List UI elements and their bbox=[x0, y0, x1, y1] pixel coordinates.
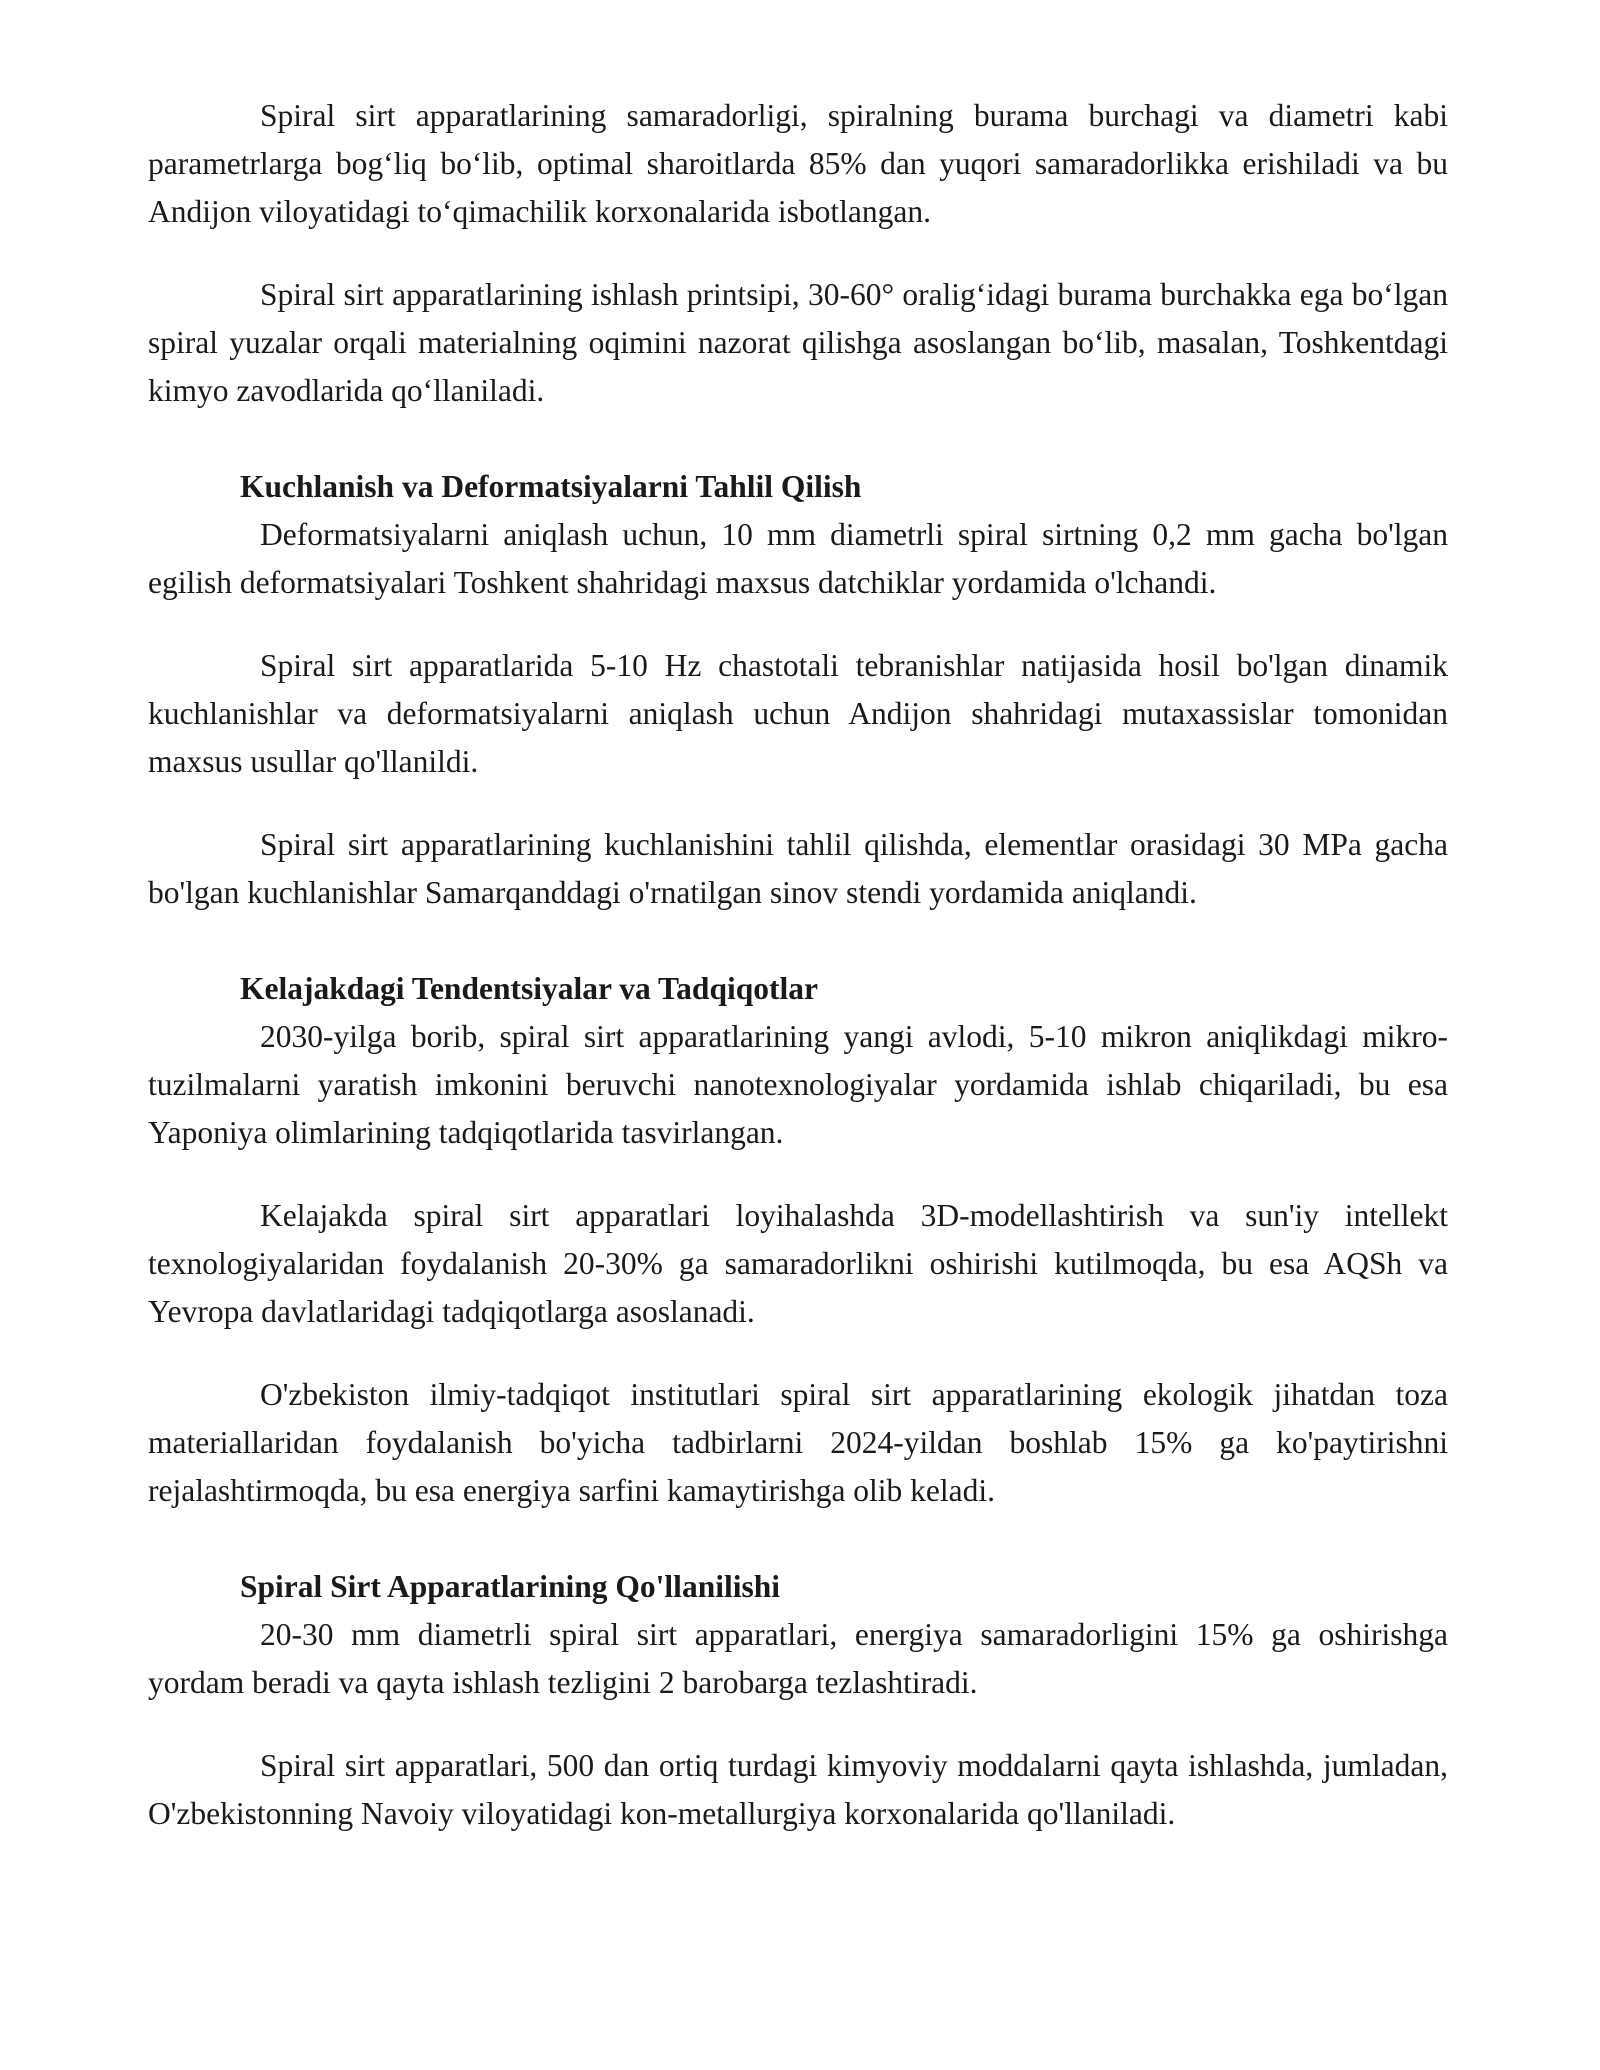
paragraph-nanotechnology: 2030-yilga borib, spiral sirt apparatlarining yangi avlodi, 5-10 mikron aniqlikdagi mikro-tuzilmalarni yaratish imkonini beruvchi nanotexnologiyalar yordamida ishlab chiqariladi, bu esa Yaponiya olimlarining tadqiqotlarida tasvirlangan. bbox=[148, 1019, 1448, 1150]
paragraph-working-principle: Spiral sirt apparatlarining ishlash printsipi, 30-60° oralig‘idagi burama burchakka ega bo‘lgan spiral yuzalar orqali materialning oqimini nazorat qilishga asoslangan bo‘lib, masalan, Toshkentdagi kimyo zavodlarida qo‘llaniladi. bbox=[148, 277, 1448, 408]
paragraph-efficiency: Spiral sirt apparatlarining samaradorligi, spiralning burama burchagi va diametri kabi parametrlarga bog‘liq bo‘lib, optimal sharoitlarda 85% dan yuqori samaradorlikka erishiladi va bu Andijon viloyatidagi to‘qimachilik korxonalarida isbotlangan. bbox=[148, 98, 1448, 229]
paragraph-deformation-measurement: Deformatsiyalarni aniqlash uchun, 10 mm diametrli spiral sirtning 0,2 mm gacha bo'lgan egilish deformatsiyalari Toshkent shahridagi maxsus datchiklar yordamida o'lchandi. bbox=[148, 517, 1448, 600]
paragraph-ecological-materials: O'zbekiston ilmiy-tadqiqot institutlari spiral sirt apparatlarining ekologik jihatdan toza materiallaridan foydalanish bo'yicha tadbirlarni 2024-yildan boshlab 15% ga ko'paytirishni rejalashtirmoqda, bu esa energiya sarfini kamaytirishga olib keladi. bbox=[148, 1377, 1448, 1508]
paragraph-ai-modelling: Kelajakda spiral sirt apparatlari loyihalashda 3D-modellashtirish va sun'iy intellekt texnologiyalaridan foydalanish 20-30% ga samaradorlikni oshirishi kutilmoqda, bu esa AQSh va Yevropa davlatlaridagi tadqiqotlarga asoslanadi. bbox=[148, 1198, 1448, 1329]
section-heading-future-trends: Kelajakdagi Tendentsiyalar va Tadqiqotlar bbox=[240, 971, 818, 1006]
section-heading-applications: Spiral Sirt Apparatlarining Qo'llanilishi bbox=[240, 1569, 780, 1604]
paragraph-dynamic-stress: Spiral sirt apparatlarida 5-10 Hz chastotali tebranishlar natijasida hosil bo'lgan dinamik kuchlanishlar va deformatsiyalarni aniqlash uchun Andijon shahridagi mutaxassislar tomonidan maxsus usullar qo'llanildi. bbox=[148, 648, 1448, 779]
paragraph-energy-efficiency: 20-30 mm diametrli spiral sirt apparatlari, energiya samaradorligini 15% ga oshirishga yordam beradi va qayta ishlash tezligini 2 barobarga tezlashtiradi. bbox=[148, 1617, 1448, 1700]
document-page bbox=[148, 92, 1448, 1838]
paragraph-chemical-processing: Spiral sirt apparatlari, 500 dan ortiq turdagi kimyoviy moddalarni qayta ishlashda, jumladan, O'zbekistonning Navoiy viloyatidagi kon-metallurgiya korxonalarida qo'llaniladi. bbox=[148, 1748, 1448, 1831]
paragraph-stress-analysis: Spiral sirt apparatlarining kuchlanishini tahlil qilishda, elementlar orasidagi 30 MPa gacha bo'lgan kuchlanishlar Samarqanddagi o'rnatilgan sinov stendi yordamida aniqlandi. bbox=[148, 827, 1448, 910]
section-heading-stress-analysis: Kuchlanish va Deformatsiyalarni Tahlil Qilish bbox=[240, 469, 862, 504]
